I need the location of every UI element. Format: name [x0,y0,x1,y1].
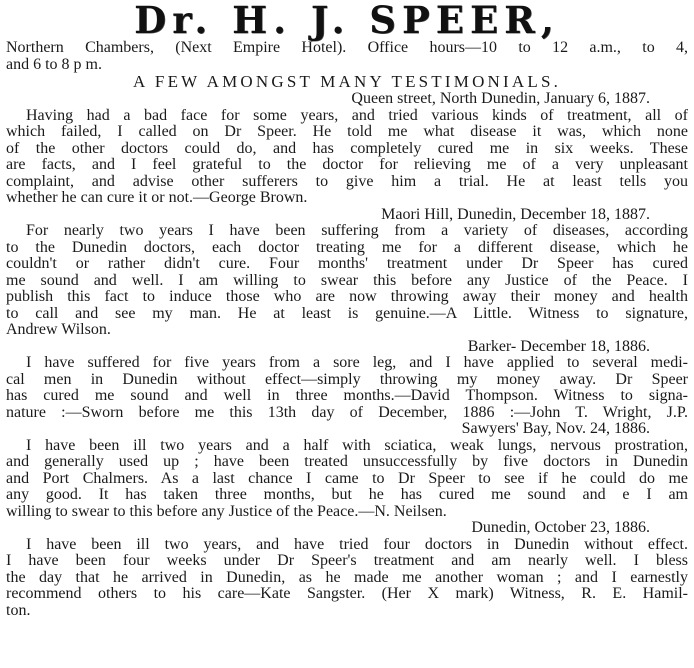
testimonial-line: of the other doctors could do, and has completely cured me in six weeks. These [6,140,688,157]
testimonial-line: me sound and well. I am willing to swear this before any Justice of the Peace. I [6,272,688,289]
testimonial-line: Having had a bad face for some years, and tried various kinds of treatment, all of [26,107,688,124]
testimonial-line: the day that he arrived in Dunedin, as he made me another woman ; and I earnestly [6,569,688,586]
testimonial-line: Andrew Wilson. [6,322,111,338]
testimonial-line: recommend others to his care—Kate Sangster. (Her X mark) Witness, R. E. Hamil- [6,586,688,602]
testimonial [6,339,688,422]
testimonial-dateline: Maori Hill, Dunedin, December 18, 1887. [381,206,650,223]
advertisement-title: Dr. H. J. SPEER, [134,0,560,42]
testimonial-dateline: Queen street, North Dunedin, January 6, 1887. [351,91,650,107]
testimonial-dateline: Sawyers' Bay, Nov. 24, 1886. [461,421,650,437]
testimonial-line: which failed, I called on Dr Speer. He told me what disease it was, which none [6,124,688,140]
testimonial [6,207,688,339]
testimonial-line: For nearly two years I have been suffering from a variety of diseases, according [26,223,688,239]
testimonial-line: willing to swear to this before any Justice of the Peace.—N. Neilsen. [6,503,447,520]
testimonial-line: I have suffered for five years from a sore leg, and I have applied to several medi- [26,355,688,371]
testimonial [6,421,688,520]
testimonial-line: has cured me sound and well in three months.—David Thompson. Witness to signa- [6,388,688,404]
testimonial-line: and Port Chalmers. As a last chance I came to Dr Speer to see if he could do me [6,470,688,487]
testimonial-line: I have been ill two years, and have tried four doctors in Dunedin without effect. [26,536,688,553]
address-line: Northern Chambers, (Next Empire Hotel). Office hours—10 to 12 a.m., to 4, [6,40,688,56]
testimonial-line: and generally used up ; have been treated unsuccessfully by five doctors in Dunedin [6,454,688,470]
testimonial [6,91,688,207]
testimonial-line: to call and see my man. He at least is genuine.—A Little. Witness to signature, [6,305,688,322]
testimonial-line: cal men in Dunedin without effect—simply throwing my money away. Dr Speer [6,371,688,388]
testimonial-dateline: Barker- December 18, 1886. [467,338,650,355]
testimonial-line: nature :—Sworn before me this 13th day of December, 1886 :—John T. Wright, J.P. [6,404,688,421]
testimonial [6,520,688,619]
testimonial-line: to the Dunedin doctors, each doctor treating me for a different disease, which he [6,239,688,256]
testimonial-dateline: Dunedin, October 23, 1886. [471,520,650,536]
section-heading: A FEW AMONGST MANY TESTIMONIALS. [132,73,562,91]
testimonial-line: any good. It has taken three months, but he has cured me sound and e I am [6,487,688,503]
hours-line: and 6 to 8 p m. [6,56,102,73]
testimonial-line: I have been four weeks under Dr Speer's treatment and am nearly well. I bless [6,553,688,569]
testimonial-line: complaint, and advise other sufferers to give him a trial. He at least tells you [6,173,688,190]
testimonial-line: are facts, and I feel grateful to the doctor for relieving me of a very unpleasant [6,157,688,173]
testimonial-line: I have been ill two years and a half with sciatica, weak lungs, nervous prostration, [26,437,688,454]
testimonial-line: whether he can cure it or not.—George Brown. [6,190,308,206]
testimonial-line: publish this fact to induce those who are now throwing away their money and health [6,289,688,305]
testimonial-line: ton. [6,602,31,619]
testimonial-line: couldn't or rather didn't cure. Four months' treatment under Dr Speer has cured [6,256,688,272]
